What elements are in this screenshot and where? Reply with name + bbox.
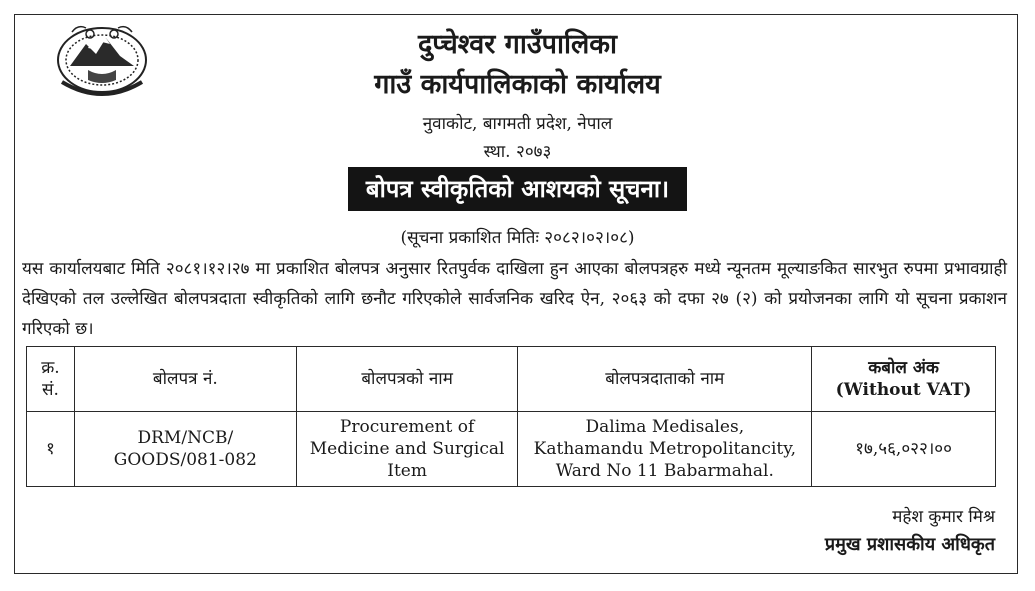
bidder-name-line2: Kathamandu Metropolitancity, bbox=[533, 439, 796, 459]
header-bid-number: बोलपत्र नं. bbox=[74, 347, 296, 412]
header-amount-line1: कबोल अंक bbox=[868, 358, 939, 378]
header-serial-line2: सं. bbox=[42, 380, 59, 400]
bid-name-line2: Medicine and Surgical bbox=[309, 439, 505, 459]
bid-number-line1: DRM/NCB/ bbox=[137, 428, 234, 448]
header-amount-line2: (Without VAT) bbox=[835, 380, 972, 400]
office-address: नुवाकोट, बागमती प्रदेश, नेपाल bbox=[422, 114, 613, 134]
office-type: गाउँ कार्यपालिकाको कार्यालय bbox=[374, 69, 661, 100]
signatory-name: महेश कुमार मिश्र bbox=[892, 507, 995, 527]
cell-serial-number: १ bbox=[27, 412, 75, 487]
header-bid-name: बोलपत्रको नाम bbox=[296, 347, 518, 412]
cell-bid-name bbox=[296, 412, 518, 487]
header-serial-number bbox=[27, 347, 75, 412]
header-serial-line1: क्र. bbox=[41, 358, 60, 378]
notice-title: बोपत्र स्वीकृतिको आशयको सूचना। bbox=[348, 167, 687, 211]
bid-number-line2: GOODS/081-082 bbox=[113, 450, 257, 470]
header-bid-amount bbox=[812, 347, 996, 412]
published-date: (सूचना प्रकाशित मितिः २०८२।०२।०८) bbox=[400, 228, 635, 248]
office-name: दुप्चेश्वर गाउँपालिका bbox=[417, 29, 618, 60]
bid-name-line1: Procurement of bbox=[339, 417, 475, 437]
bid-name-line3: Item bbox=[387, 461, 427, 481]
cell-bidder-name bbox=[518, 412, 812, 487]
bidder-name-line1: Dalima Medisales, bbox=[585, 417, 745, 437]
bid-table bbox=[26, 346, 996, 487]
notice-title-wrapper bbox=[0, 167, 1035, 211]
table-row bbox=[27, 412, 996, 487]
cell-bid-number bbox=[74, 412, 296, 487]
cell-bid-amount: १७,५६,०२२।०० bbox=[812, 412, 996, 487]
table-header-row bbox=[27, 347, 996, 412]
signatory-title: प्रमुख प्रशासकीय अधिकृत bbox=[824, 534, 995, 555]
established-year: स्था. २०७३ bbox=[483, 142, 552, 162]
header-bidder-name: बोलपत्रदाताको नाम bbox=[518, 347, 812, 412]
bidder-name-line3: Ward No 11 Babarmahal. bbox=[555, 461, 774, 481]
notice-body: यस कार्यालयबाट मिति २०८१।१२।२७ मा प्रकाशित बोलपत्र अनुसार रितपुर्वक दाखिला हुन आएका बोलपत्रहरु मध्ये न्यूनतम मूल्याङकित सारभुत रुपमा प्रभावग्राही देखिएको तल उल्लेखित बोलपत्रदाता स्वीकृतिको लागि छनौट गरिएकोले सार्वजनिक खरिद ऐन, २०६३ को दफा २७ (२) को प्रयोजनका लागि यो सूचना प्रकाशन गरिएको छ। bbox=[22, 259, 1007, 339]
